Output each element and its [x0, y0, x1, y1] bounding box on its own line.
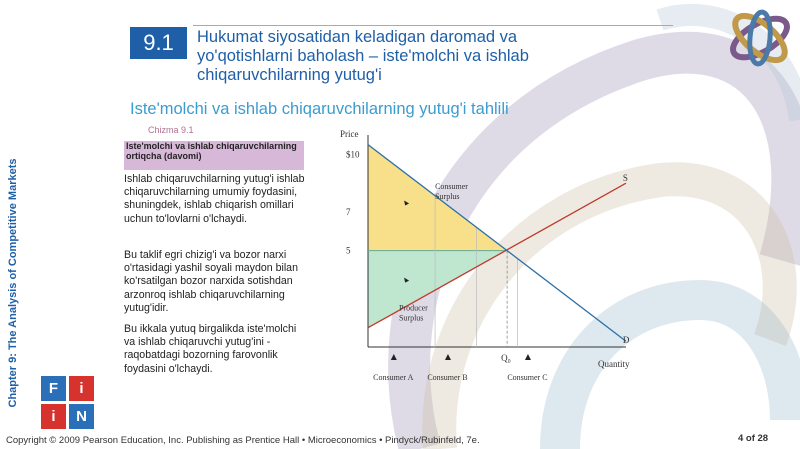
y-axis-label: Price — [340, 129, 359, 139]
logo-letter-n: N — [69, 404, 94, 429]
copyright-footer: Copyright © 2009 Pearson Education, Inc. Publishing as Prentice Hall • Microeconomics • Pindyck/Rubinfeld, 7e. — [6, 435, 480, 446]
title-divider — [193, 25, 673, 26]
logo-letter-f: F — [41, 376, 66, 401]
slide-title: Hukumat siyosatidan keladigan daromad va yo'qotishlarni baholash – iste'molchi va ishlab chiqaruvchilarning yutug'i — [197, 28, 529, 84]
surplus-chart — [330, 125, 640, 387]
logo-letter-i-bottom: i — [41, 404, 66, 429]
y-tick-label: $10 — [346, 149, 360, 160]
consumer-label: Consumer B — [427, 373, 468, 382]
paragraph-1: Ishlab chiqaruvchilarning yutug'i ishlab chiqaruvchilarning umumiy foydasini, shuningdek, ishlab chiqarish omillari uchun to'lovlarni o'lchaydi. — [124, 173, 305, 225]
corner-emblem-icon — [720, 2, 798, 74]
producer-surplus-label: Producer Surplus — [398, 303, 428, 323]
equilibrium-quantity-label: Q₀ — [501, 353, 511, 363]
consumer-arrow-icon — [391, 354, 397, 360]
figure-caption-box: Iste'molchi va ishlab chiqaruvchilarning ortiqcha (davomi) — [124, 141, 304, 170]
supply-label: S — [622, 173, 628, 184]
figure-label: Chizma 9.1 — [148, 125, 194, 135]
consumer-label: Consumer A — [373, 373, 414, 382]
side-chapter-text: Chapter 9: The Analysis of Competitive Markets — [7, 158, 19, 408]
page-number: 4 of 28 — [738, 433, 769, 444]
consumer-arrow-icon — [525, 354, 531, 360]
y-tick-label: 7 — [346, 207, 351, 218]
y-tick-label: 5 — [346, 245, 351, 256]
consumer-arrow-icon — [445, 354, 451, 360]
x-axis-label: Quantity — [598, 359, 630, 369]
paragraph-2: Bu taklif egri chizig'i va bozor narxi o'rtasidagi yashil soyali maydon bilan ko'rsatilgan bozor narxida sotishdan arzonroq ishlab chiqaruvchilarning yutug'idir. — [124, 249, 298, 314]
consumer-label: Consumer C — [507, 373, 548, 382]
section-number-badge: 9.1 — [130, 27, 187, 59]
logo-letter-i-top: i — [69, 376, 94, 401]
paragraph-3: Bu ikkala yutuq birgalikda iste'molchi va ishlab chiqaruvchi yutug'ini - raqobatdagi bozorning farovonlik foydasini o'lchaydi. — [124, 323, 297, 375]
side-chapter-label — [3, 148, 23, 418]
demand-label: D — [622, 335, 630, 346]
slide-subtitle: Iste'molchi va ishlab chiqaruvchilarning yutug'i tahlili — [130, 100, 509, 118]
consumer-surplus-label: Consumer Surplus — [435, 181, 468, 201]
